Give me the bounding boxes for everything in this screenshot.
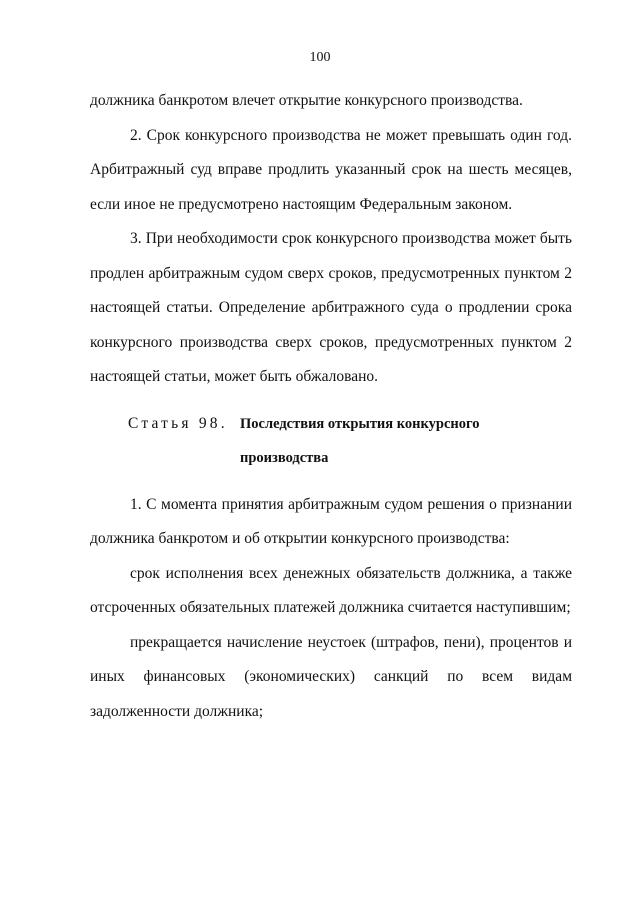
paragraph-article-98-clause-1: 1. С момента принятия арбитражным судом решения о признании должника банкротом и об открытии конкурсного производства: [90, 495, 572, 547]
paragraph-clause-2: 2. Срок конкурсного производства не может превышать один год. Арбитражный суд вправе продлить указанный срок на шесть месяцев, если иное не предусмотрено настоящим Федеральным законом. [90, 126, 572, 213]
article-title-line-2: производства [240, 450, 329, 466]
paragraph-penalties-stopped: прекращается начисление неустоек (штрафов, пени), процентов и иных финансовых (экономических) санкций по всем видам задолженности должника; [90, 633, 572, 720]
paragraph-obligations-due: срок исполнения всех денежных обязательств должника, а также отсроченных обязательных платежей должника считается наступившим; [90, 564, 572, 616]
article-title [240, 407, 480, 476]
article-title-line-1: Последствия открытия конкурсного [240, 415, 480, 432]
paragraph-continuation: должника банкротом влечет открытие конкурсного производства. [90, 92, 523, 109]
article-label: Статья 98. [128, 414, 228, 432]
paragraph-clause-3: 3. При необходимости срок конкурсного производства может быть продлен арбитражным судом сверх сроков, предусмотренных пунктом 2 настоящей статьи. Определение арбитражного суда о продлении срока конкурсного производства сверх сроков, предусмотренных пунктом 2 настоящей статьи, может быть обжаловано. [90, 230, 572, 385]
document-body [90, 84, 572, 729]
article-heading [90, 407, 572, 476]
page-number: 100 [309, 50, 331, 65]
